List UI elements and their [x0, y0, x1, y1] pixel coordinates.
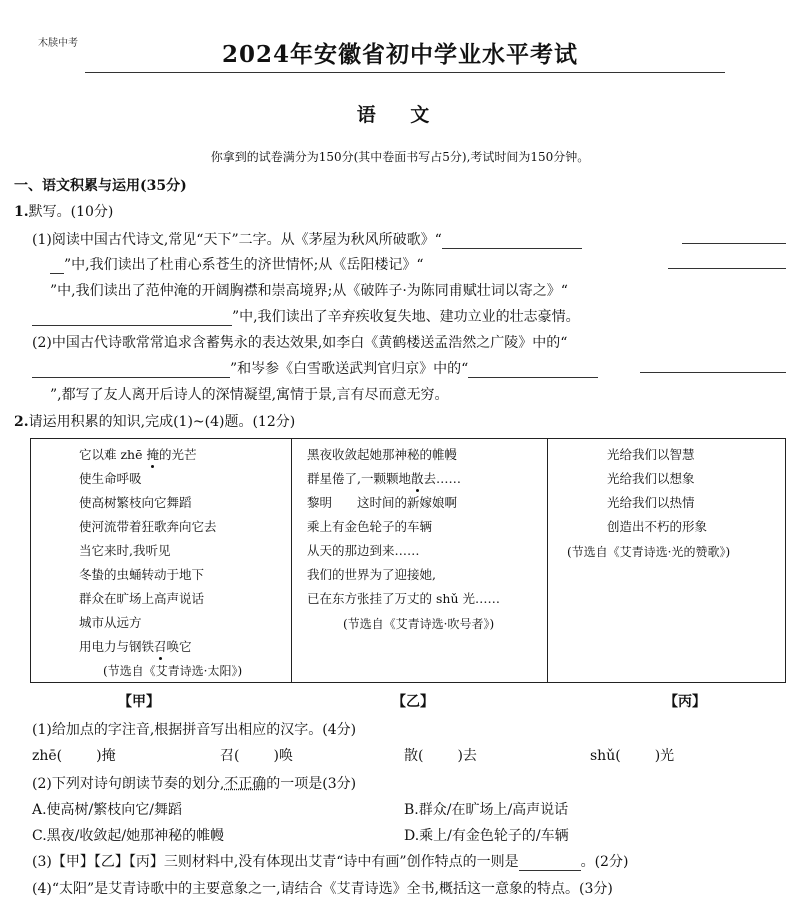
item-open: zhē(	[32, 748, 63, 764]
label-jia: 【甲】	[118, 694, 160, 710]
q1-part1-line3: ”中,我们读出了范仲淹的开阔胸襟和崇高境界;从《破阵子·为陈同甫赋壮词以寄之》“	[50, 283, 568, 299]
option-c[interactable]: C.黑夜/收敛起/她那神秘的帷幔	[32, 828, 225, 844]
poem-jia-line: 使河流带着狂歌奔向它去	[79, 519, 217, 534]
pinyin-item-3	[404, 745, 477, 765]
poem-bing-line: 光给我们以热情	[607, 495, 695, 510]
answer-blank[interactable]	[32, 311, 232, 326]
line-text: ”中,我们读出了辛弃疾收复失地、建功立业的壮志豪情。	[232, 309, 580, 325]
poem-yi-line: 从天的那边到来……	[307, 543, 420, 558]
stem-part: 的一项是(3分)	[266, 776, 357, 792]
answer-blank[interactable]	[32, 363, 230, 378]
item-open: 散(	[404, 748, 424, 764]
poems-table	[30, 438, 786, 683]
question-number: 1.	[14, 204, 29, 220]
q1-part2-line3: ”,都写了友人离开后诗人的深情凝望,寓情于景,言有尽而意无穷。	[50, 387, 449, 403]
question-text: 请运用积累的知识,完成(1)~(4)题。(12分)	[28, 414, 296, 430]
poem-jia-line: 用电力与钢铁召唤它	[79, 639, 192, 654]
dotted-char: 召	[154, 639, 167, 654]
poem-jia-line: 城市从远方	[79, 615, 142, 630]
item-close: )光	[654, 748, 675, 764]
column-divider	[291, 439, 292, 682]
q2-sub3	[32, 851, 628, 871]
poem-jia-line: 冬蛰的虫蛹转动于地下	[79, 567, 205, 582]
q1-part2-line2	[32, 358, 598, 378]
item-open: 召(	[220, 748, 240, 764]
poem-yi-line: 乘上有金色轮子的车辆	[307, 519, 433, 534]
poem-yi-line: 我们的世界为了迎接她,	[307, 567, 436, 582]
poem-yi-line: 黑夜收敛起她那神秘的帷幔	[307, 447, 458, 462]
dotted-char: 掩	[146, 447, 159, 462]
subject-title: 语 文	[356, 104, 444, 126]
answer-blank[interactable]	[682, 229, 786, 244]
answer-blank[interactable]	[50, 259, 64, 274]
q2-sub2-stem	[32, 773, 356, 793]
pinyin-item-1	[32, 745, 116, 765]
question-1-stem	[14, 201, 113, 221]
exam-title: 2024年安徽省初中学业水平考试	[221, 41, 578, 68]
poem-jia-line: 群众在旷场上高声说话	[79, 591, 205, 606]
column-divider	[547, 439, 548, 682]
option-d[interactable]: D.乘上/有金色轮子的/车辆	[404, 828, 569, 844]
q1-part1-line1	[32, 229, 582, 249]
poem-yi-line: 已在东方张挂了万丈的 shǔ 光……	[307, 591, 500, 606]
line-text: ”中,我们读出了杜甫心系苍生的济世情怀;从《岳阳楼记》“	[64, 257, 424, 273]
item-open: shǔ(	[590, 748, 621, 764]
poem-yi-line: 群星倦了,一颗颗地散去……	[307, 471, 462, 486]
answer-blank[interactable]	[519, 856, 581, 871]
option-a[interactable]: A.使高树/繁枝向它/舞蹈	[32, 802, 182, 818]
answer-blank[interactable]	[668, 254, 786, 269]
poem-jia-line: 当它来时,我听见	[79, 543, 171, 558]
poem-jia-line: 使高树繁枝向它舞蹈	[79, 495, 192, 510]
q1-part1-line4	[32, 306, 580, 326]
publisher-logo: 木牍中考	[38, 38, 78, 49]
poem-bing-line: 创造出不朽的形象	[607, 519, 708, 534]
item-close: )掩	[96, 748, 116, 764]
answer-blank[interactable]	[468, 363, 598, 378]
item-close: )唤	[273, 748, 293, 764]
poem-bing-line: 光给我们以智慧	[607, 447, 695, 462]
pinyin-item-4	[590, 745, 674, 765]
section-title: 一、语文积累与运用(35分)	[14, 178, 187, 194]
poem-yi-line: 黎明 这时间的新嫁娘啊	[307, 495, 458, 510]
stem-part: (2)下列对诗句朗读节奏的划分,	[32, 776, 225, 792]
option-b[interactable]: B.群众/在旷场上/高声说话	[404, 802, 569, 818]
exam-note: 你拿到的试卷满分为150分(其中卷面书写占5分),考试时间为150分钟。	[210, 150, 590, 164]
q2-sub1-stem: (1)给加点的字注音,根据拼音写出相应的汉字。(4分)	[32, 722, 357, 738]
item-close: )去	[457, 748, 477, 764]
question-text: 默写。(10分)	[28, 204, 114, 220]
answer-blank[interactable]	[442, 234, 582, 249]
pinyin-item-2	[220, 745, 293, 765]
stem-part: (3)【甲】【乙】【丙】三则材料中,没有体现出艾青“诗中有画”创作特点的一则是	[32, 854, 519, 870]
answer-blank[interactable]	[640, 358, 786, 373]
poem-bing-source: (节选自《艾青诗选·光的赞歌》)	[567, 545, 731, 559]
emphasized-words: 不正确	[224, 776, 267, 792]
title-divider	[85, 72, 725, 73]
poem-jia-source: (节选自《艾青诗选·太阳》)	[103, 664, 243, 678]
dotted-char: 散	[410, 471, 424, 486]
stem-part: 。(2分)	[580, 854, 629, 870]
poem-jia-line: 它以难 zhē 掩的光芒	[79, 447, 197, 462]
q1-part2-line1: (2)中国古代诗歌常常追求含蓄隽永的表达效果,如李白《黄鹤楼送孟浩然之广陵》中的“	[32, 335, 568, 351]
line-text: ”和岑参《白雪歌送武判官归京》中的“	[230, 361, 469, 377]
question-number: 2.	[14, 414, 29, 430]
poem-jia-line: 使生命呼吸	[79, 471, 142, 486]
line-text: (1)阅读中国古代诗文,常见“天下”二字。从《茅屋为秋风所破歌》“	[32, 232, 442, 248]
label-yi: 【乙】	[392, 694, 434, 710]
q2-sub4: (4)“太阳”是艾青诗歌中的主要意象之一,请结合《艾青诗选》全书,概括这一意象的特点。(3分)	[32, 881, 613, 897]
poem-bing-line: 光给我们以想象	[607, 471, 695, 486]
poem-yi-source: (节选自《艾青诗选·吹号者》)	[343, 617, 495, 631]
q1-part1-line2	[50, 254, 423, 274]
label-bing: 【丙】	[664, 694, 706, 710]
question-2-stem	[14, 411, 295, 431]
